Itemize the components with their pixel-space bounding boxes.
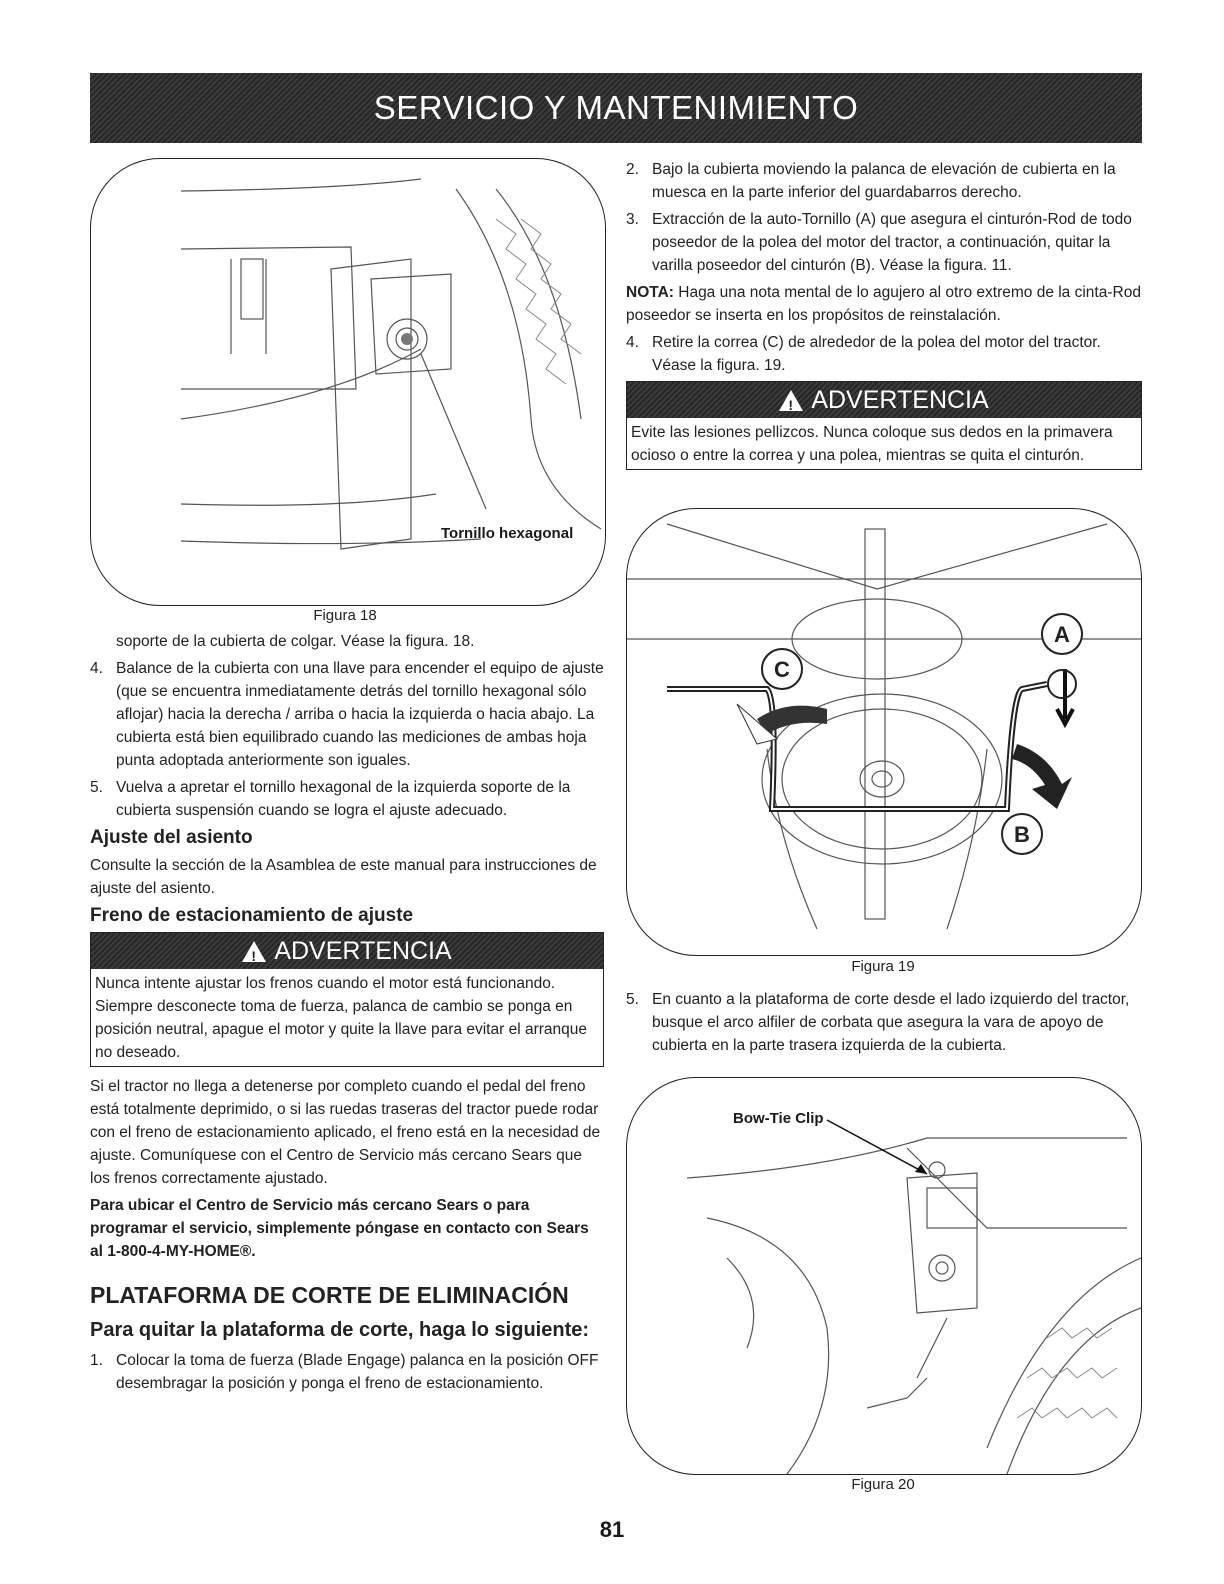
figure-18-label: Tornillo hexagonal (441, 525, 574, 542)
seat-text: Consulte la sección de la Asamblea de este manual para instrucciones de ajuste del asiento. (90, 857, 597, 897)
deck-removal-heading: PLATAFORMA DE CORTE DE ELIMINACIÓN (90, 1282, 569, 1308)
right-step-3-number: 3. (626, 211, 639, 228)
left-step-4-number: 4. (90, 660, 103, 677)
right-step-4-number: 4. (626, 334, 639, 351)
figure-19 (626, 508, 1142, 956)
right-step-4-text: Retire la correa (C) de alrededor de la polea del motor del tractor. Véase la figura. 19. (652, 334, 1101, 374)
figure-20-label: Bow-Tie Clip (733, 1110, 824, 1127)
right-step-2-text: Bajo la cubierta moviendo la palanca de elevación de cubierta en la muesca en la parte inferior del guardabarros derecho. (652, 161, 1116, 201)
sears-contact-text: Para ubicar el Centro de Servicio más cercano Sears o para programar el servicio, simplemente póngase en contacto con Sears al 1-800-4-MY-HOME®. (90, 1197, 589, 1260)
brake-warning-text: Nunca intente ajustar los frenos cuando el motor está funcionando. Siempre desconecte toma de fuerza, palanca de cambio se ponga en posición neutral, apague el motor y quite la llave para evitar el arranque no deseado. (95, 975, 587, 1061)
section-title: SERVICIO Y MANTENIMIENTO (373, 89, 859, 126)
left-step-4-text: Balance de la cubierta con una llave para encender el equipo de ajuste (que se encuentra inmediatamente detrás del tornillo hexagonal sólo aflojar) hacia la derecha / arriba o hacia la izquierda o hacia abajo. La cubierta está bien equilibrado cuando las mediciones de ambas hoja punta adoptada anteriormente son iguales. (116, 660, 604, 769)
warning-triangle-icon (242, 941, 266, 962)
right-step-2 (626, 158, 1142, 204)
figure-20-illustration (627, 1078, 1141, 1474)
left-step-4 (90, 657, 604, 772)
belt-warning-text: Evite las lesiones pellizcos. Nunca coloque sus dedos en la primavera ocioso o entre la correa y una polea, mientras se quita el cinturón. (631, 424, 1113, 464)
right-step-5-text: En cuanto a la plataforma de corte desde el lado izquierdo del tractor, busque el arco alfiler de corbata que asegura la vara de apoyo de cubierta en la parte trasera izquierda de la cubierta. (652, 991, 1130, 1054)
warning-triangle-icon (779, 390, 803, 411)
belt-warning-box (626, 381, 1142, 470)
figure-18-caption: Figura 18 (313, 607, 377, 624)
belt-warning-header (627, 382, 1141, 418)
right-column-top (626, 158, 1142, 478)
left-intro: soporte de la cubierta de colgar. Véase la figura. 18. (116, 633, 475, 650)
right-step-3-text: Extracción de la auto-Tornillo (A) que asegura el cinturón-Rod de todo poseedor de la polea del motor del tractor, a continuación, quitar la varilla poseedor del cinturón (B). Véase la figura. 11. (652, 211, 1132, 274)
figure-19-label-b: B (1014, 822, 1030, 847)
seat-heading: Ajuste del asiento (90, 827, 253, 848)
figure-19-illustration (627, 509, 1141, 955)
left-step-1 (90, 1349, 604, 1395)
right-step-5-number: 5. (626, 991, 639, 1008)
figure-18 (90, 158, 606, 606)
right-step-2-number: 2. (626, 161, 639, 178)
right-step-5 (626, 988, 1142, 1057)
brake-warning-box (90, 932, 604, 1067)
right-step-3 (626, 208, 1142, 277)
brake-warning-title: ADVERTENCIA (274, 936, 452, 965)
brake-text: Si el tractor no llega a detenerse por completo cuando el pedal del freno está totalmente deprimido, o si las ruedas traseras del tractor puede rodar con el freno de estacionamiento aplicado, el freno está en la necesidad de ajuste. Comuníquese con el Centro de Servicio más cercano Sears que los frenos correctamente ajustado. (90, 1078, 601, 1187)
left-step-1-text: Colocar la toma de fuerza (Blade Engage) palanca en la posición OFF desembragar la posición y ponga el freno de estacionamiento. (116, 1352, 599, 1392)
brake-heading: Freno de estacionamiento de ajuste (90, 905, 414, 926)
left-step-5-text: Vuelva a apretar el tornillo hexagonal de la izquierda soporte de la cubierta suspensión cuando se logra el ajuste adecuado. (116, 779, 571, 819)
deck-removal-subheading: Para quitar la plataforma de corte, haga lo siguiente: (90, 1319, 590, 1341)
brake-warning-header (91, 933, 603, 969)
left-column (90, 630, 604, 1399)
page-number: 81 (599, 1517, 625, 1542)
figure-19-label-a: A (1054, 622, 1070, 647)
right-column-mid (626, 988, 1142, 1061)
figure-20 (626, 1077, 1142, 1475)
note-paragraph (626, 281, 1142, 327)
note-text: Haga una nota mental de lo agujero al otro extremo de la cinta-Rod poseedor se inserta en los propósitos de reinstalación. (626, 284, 1141, 324)
figure-19-label-c: C (774, 657, 790, 682)
right-step-4 (626, 331, 1142, 377)
section-title-banner (90, 73, 1142, 143)
belt-warning-title: ADVERTENCIA (811, 385, 989, 414)
left-step-5-number: 5. (90, 779, 103, 796)
left-step-1-number: 1. (90, 1352, 103, 1369)
figure-20-caption: Figura 20 (851, 1476, 915, 1493)
note-label: NOTA: (626, 284, 674, 301)
figure-19-caption: Figura 19 (851, 958, 915, 975)
left-step-5 (90, 776, 604, 822)
